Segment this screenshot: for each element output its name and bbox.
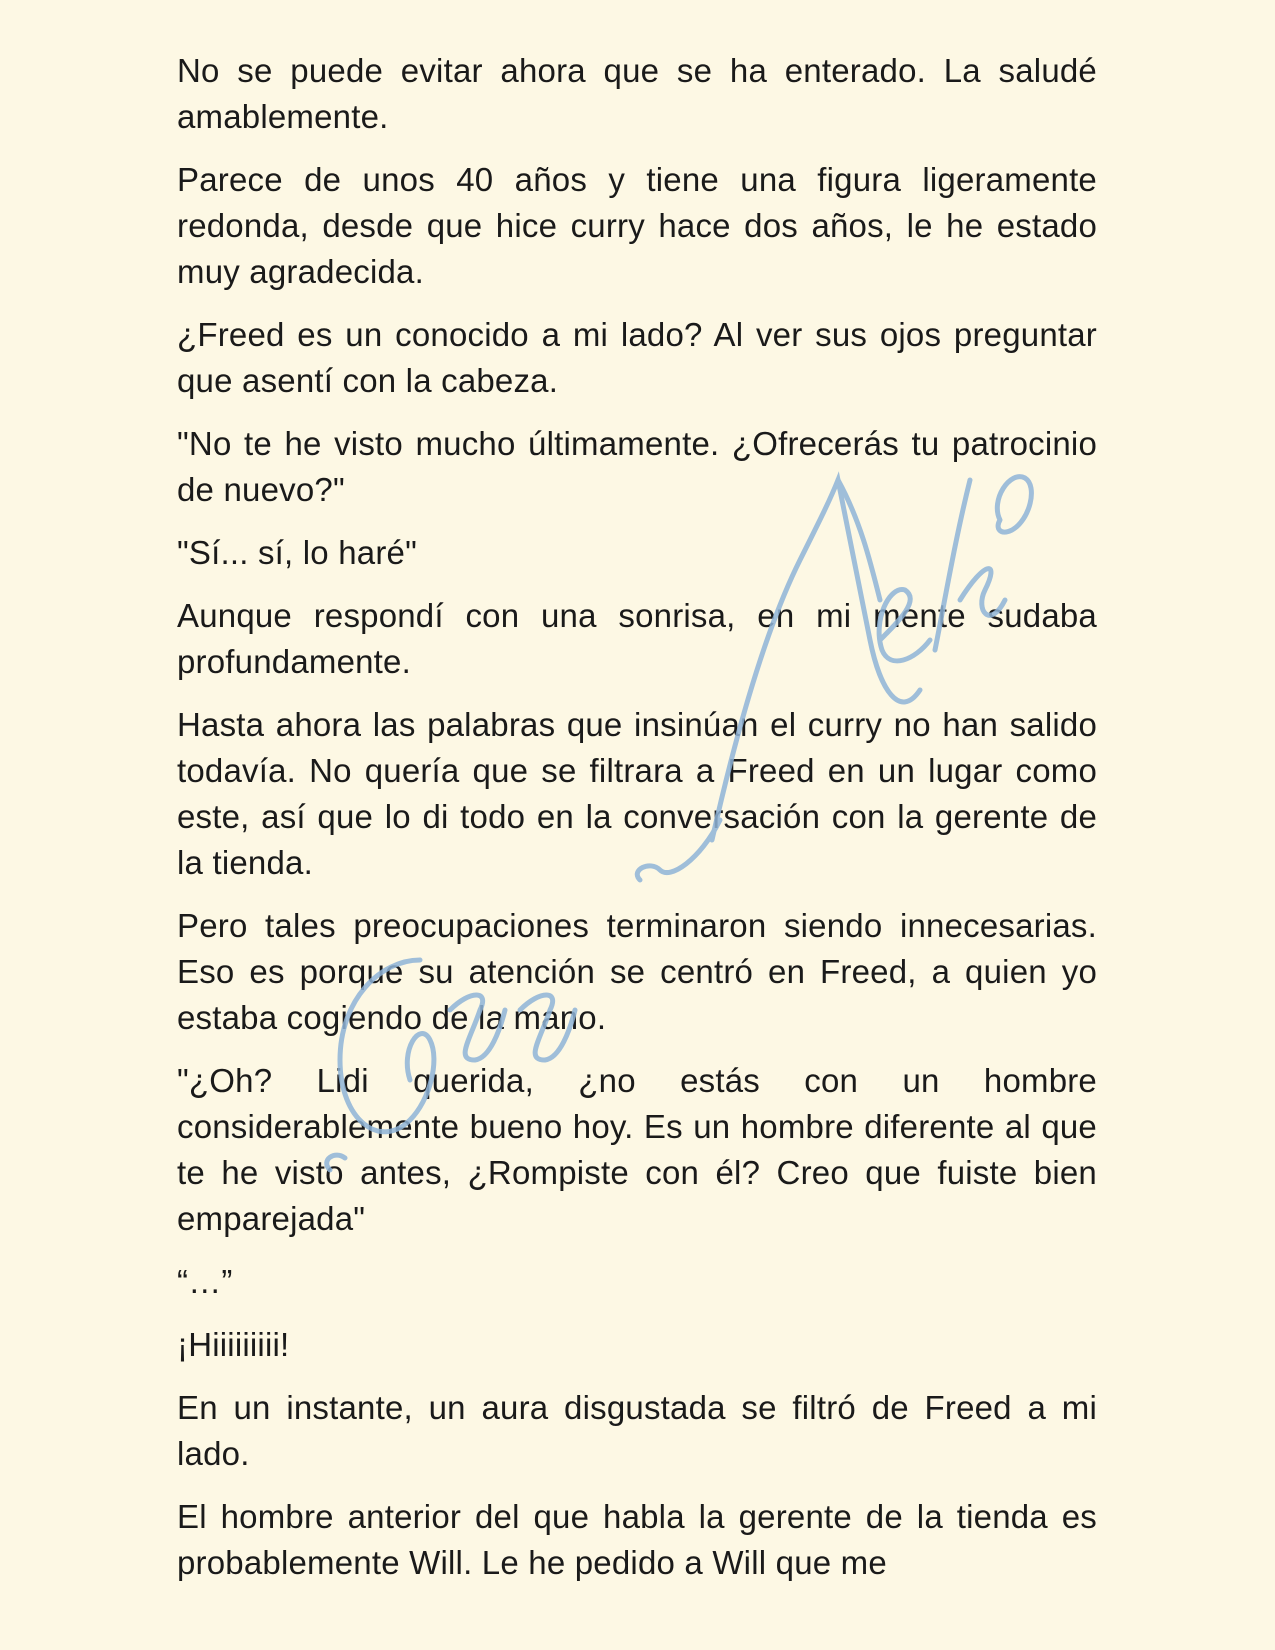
paragraph: ¿Freed es un conocido a mi lado? Al ver sus ojos preguntar que asentí con la cabeza. <box>177 316 1097 399</box>
paragraph: Parece de unos 40 años y tiene una figura ligeramente redonda, desde que hice curry hace dos años, le he estado muy agradecida. <box>177 161 1097 290</box>
paragraph: "No te he visto mucho últimamente. ¿Ofrecerás tu patrocinio de nuevo?" <box>177 425 1097 508</box>
paragraph: ¡Hiiiiiiiii! <box>177 1326 290 1363</box>
paragraph: El hombre anterior del que habla la gerente de la tienda es probablemente Will. Le he pedido a Will que me <box>177 1498 1097 1581</box>
paragraph: Pero tales preocupaciones terminaron siendo innecesarias. Eso es porque su atención se centró en Freed, a quien yo estaba cogiendo de la mano. <box>177 907 1097 1036</box>
paragraph: "Sí... sí, lo haré" <box>177 534 417 571</box>
paragraph: Hasta ahora las palabras que insinúan el curry no han salido todavía. No quería que se filtrara a Freed en un lugar como este, así que lo di todo en la conversación con la gerente de la tienda. <box>177 706 1097 881</box>
paragraph: "¿Oh? Lidi querida, ¿no estás con un hombre considerablemente bueno hoy. Es un hombre diferente al que te he visto antes, ¿Rompiste con él? Creo que fuiste bien emparejada" <box>177 1062 1097 1237</box>
paragraph: No se puede evitar ahora que se ha enterado. La saludé amablemente. <box>177 52 1097 135</box>
document-page <box>177 48 1097 1603</box>
paragraph: “…” <box>177 1263 233 1300</box>
paragraph: Aunque respondí con una sonrisa, en mi mente sudaba profundamente. <box>177 597 1097 680</box>
paragraph: En un instante, un aura disgustada se filtró de Freed a mi lado. <box>177 1389 1097 1472</box>
